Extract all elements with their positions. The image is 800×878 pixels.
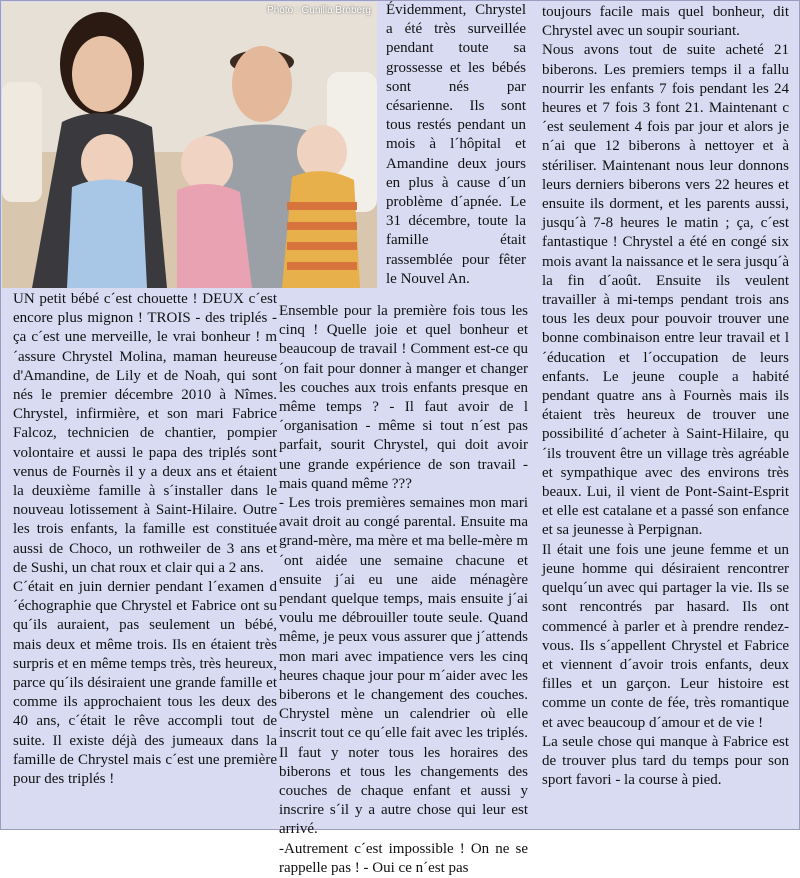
- article-column-mid-top: [386, 1, 526, 289]
- article-column-mid: [279, 302, 528, 878]
- paragraph: La seule chose qui manque à Fabrice est de trouver plus tard du temps pour son sport favori - la course à pied.: [542, 733, 789, 789]
- paragraph: Évidemment, Chrystel a été très surveillée pendant toute sa grossesse et les bébés sont nés par césarienne. Ils sont tous restés pendant un mois à l´hôpital et Amandine deux jours en plus à cause d´un problème d´apnée. Le 31 décembre, toute la famille était rassemblée pour fêter le Nouvel An.: [386, 2, 526, 287]
- paragraph: Il était une fois une jeune femme et un jeune homme qui désiraient rencontrer quelqu´un avec qui partager la vie. Ils se sont rencontrés par hasard. Ils ont commencé à parler et à prendre rendez-vous. Ils s´appellent Chrystel et Fabrice et viennent d´avoir trois enfants, deux filles et un garçon. Leur histoire est comme un conte de fée, très romantique et avec beaucoup d´amour et de vie !: [542, 541, 789, 731]
- paragraph: C´était en juin dernier pendant l´examen d´échographie que Chrystel et Fabrice ont su qu´ils auraient, pas seulement un bébé, mais deux et même trois. Ils en étaient très surpris et en même temps très, très heureux, parce qu´ils désiraient une grande famille et comme ils approchaient tous les deux des 40 ans, c´était le rêve accompli tout de suite. Il existe déjà des jumeaux dans la famille de Chrystel mais c´est une première pour des triplés !: [13, 579, 277, 788]
- paragraph: toujours facile mais quel bonheur, dit Chrystel avec un soupir souriant.: [542, 4, 789, 40]
- paragraph: UN petit bébé c´est chouette ! DEUX c´est encore plus mignon ! TROIS - des triplés - ça c´est une merveille, le vrai bonheur ! m´assure Chrystel Molina, maman heureuse d'Amandine, de Lily et de Noah, qui sont nés le premier décembre 2010 à Nîmes. Chrystel, infirmière, et son mari Fabrice Falcoz, technicien de chantier, pompier volontaire et aussi le papa des triplés sont venus de Fournès il y a deux ans et étaient la deuxième famille à s´installer dans le nouveau lotissement à Saint-Hilaire. Outre les trois enfants, la famille est constituée aussi de Choco, un rothweiler de 3 ans et de Sushi, un chat roux et clair qui a 2 ans.: [13, 291, 277, 576]
- article-column-right: [542, 3, 789, 790]
- paragraph: Nous avons tout de suite acheté 21 biberons. Les premiers temps il a fallu nourrir les enfants 7 fois pendant les 24 heures et 7 fois 3 font 21. Maintenant c´est seulement 4 fois par jour et alors je n´ai que 12 biberons à nettoyer et à stériliser. Maintenant nous leur donnons leurs derniers biberons vers 22 heures et ensuite ils dorment, et les parents aussi, jusqu´à 7-8 heures le matin ; ça, c´est fantastique ! Chrystel a été en congé six mois avant la naissance et le sera jusqu´à la fin d´août. Ensuite ils veulent travailler à mi-temps pendant trois ans tous les deux pour pouvoir trouver une bonne combinaison entre leur travail et l´éducation et l´occupation de leurs enfants. Le jeune couple a habité pendant quatre ans à Fournès mais ils étaient très heureux de trouver une possibilité d´acheter à Saint-Hilaire, qu´ils trouvent être un village très agréable et sympathique avec des environs très beaux. Lui, il vient de Pont-Saint-Esprit et elle est catalane et a passé son enfance et sa jeunesse à Perpignan.: [542, 42, 789, 539]
- photo-credit: Photo : Gunilla Broberg: [267, 5, 371, 16]
- paragraph: - Les trois premières semaines mon mari avait droit au congé parental. Ensuite ma grand-mère, ma mère et ma belle-mère m´ont aidée une semaine chacune et ensuite j´ai eu une aide ménagère pendant quelque temps, mais ensuite j´ai voulu me débrouiller toute seule. Quand même, je peux vous assurer que j´attends mon mari avec impatience vers les cinq heures chaque jour pour m´aider avec les biberons et le changement des couches. Chrystel mène un calendrier où elle inscrit tout ce qu´elle fait avec les triplés. Il faut y noter tous les horaires des biberons et tous les changements des couches de chaque enfant et aussi y inscrire s´il y a autre chose qui leur est arrivé.: [279, 495, 528, 838]
- family-photo-illustration: [2, 2, 377, 288]
- family-photo: [2, 2, 377, 288]
- paragraph: -Autrement c´est impossible ! On ne se rappelle pas ! - Oui ce n´est pas: [279, 840, 528, 876]
- article-column-left: [13, 290, 277, 789]
- paragraph: Ensemble pour la première fois tous les cinq ! Quelle joie et quel bonheur et beaucoup de travail ! Comment est-ce qu´on fait pour donner à manger et changer les couches aux trois enfants presque en même temps ? - Il faut avoir de l´organisation - même si tout n´est pas parfait, sourit Chrystel, qui doit avoir une grande expérience de son travail - mais quand même ???: [279, 303, 528, 492]
